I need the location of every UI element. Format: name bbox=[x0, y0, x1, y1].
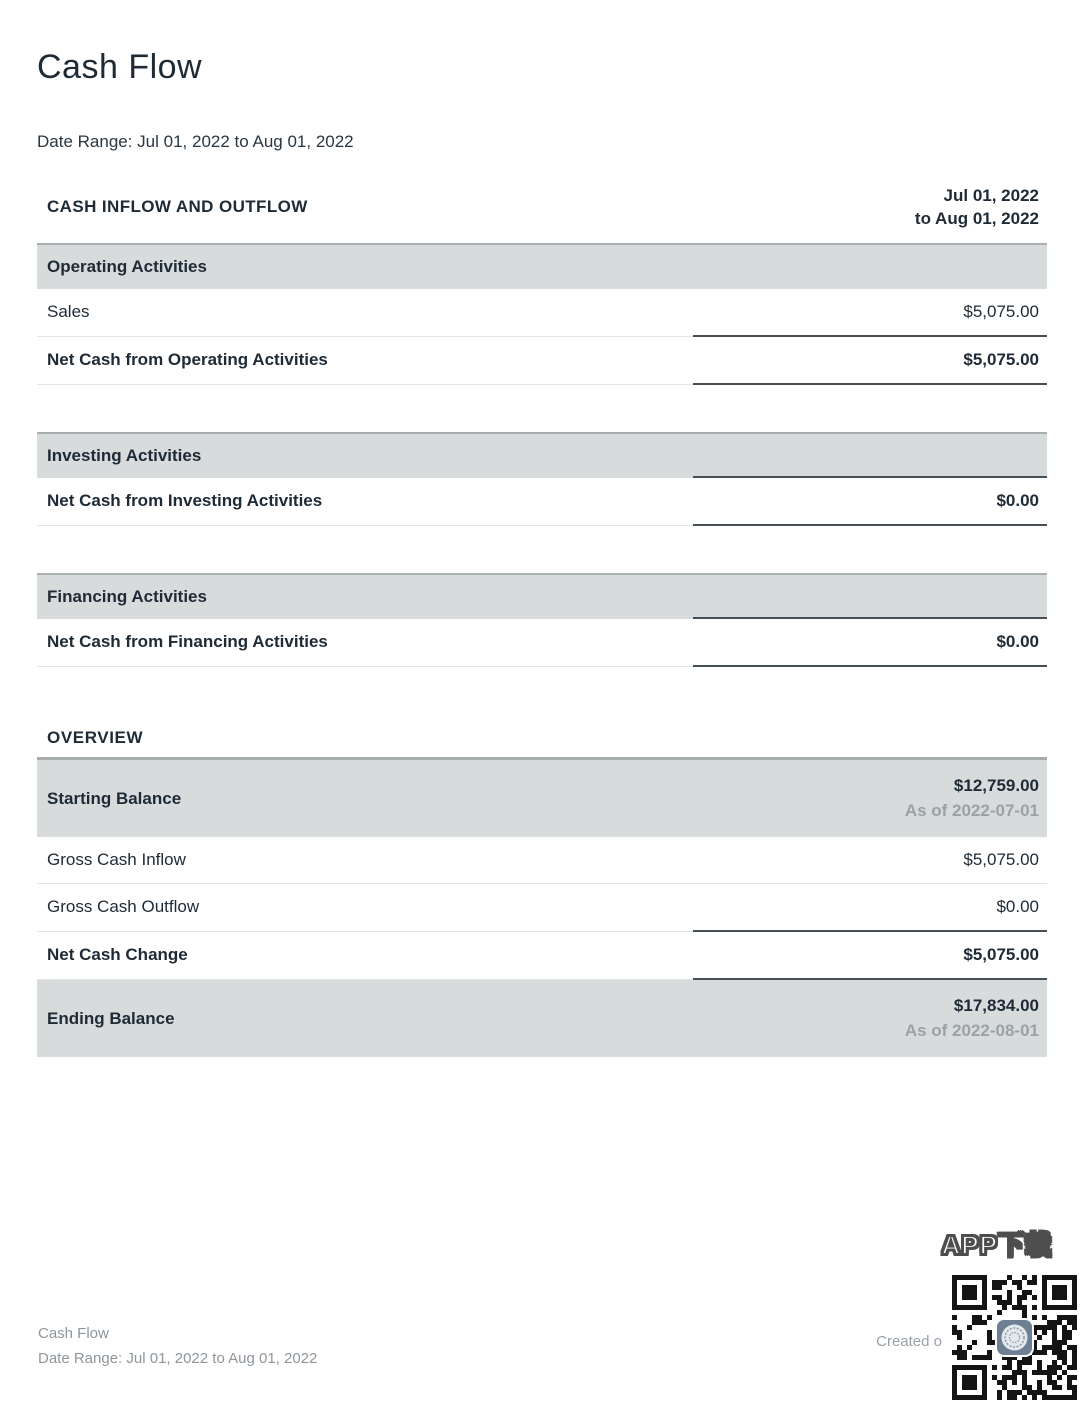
table-row-ending-balance bbox=[37, 980, 1047, 1057]
footer-created-text: Created o bbox=[876, 1333, 942, 1350]
row-label: Net Cash Change bbox=[37, 932, 693, 980]
balance-as-of: As of 2022-07-01 bbox=[904, 801, 1039, 820]
section-title: Operating Activities bbox=[47, 257, 207, 276]
table-row-total-investing bbox=[37, 478, 1047, 526]
balance-value-cell bbox=[693, 980, 1047, 1057]
section-header-spacer bbox=[693, 245, 1047, 289]
overview-title: OVERVIEW bbox=[47, 728, 144, 747]
row-label: Gross Cash Outflow bbox=[37, 884, 693, 932]
cash-table-header bbox=[37, 184, 1047, 243]
total-label: Net Cash from Operating Activities bbox=[37, 337, 693, 385]
balance-amount: $12,759.00 bbox=[953, 776, 1039, 795]
qr-code-image bbox=[952, 1275, 1077, 1400]
table-row-starting-balance bbox=[37, 757, 1047, 837]
total-label: Net Cash from Investing Activities bbox=[37, 478, 693, 526]
row-value: $0.00 bbox=[693, 884, 1047, 932]
total-value: $0.00 bbox=[693, 478, 1047, 526]
section-operating-activities bbox=[37, 243, 1047, 385]
section-header-operating bbox=[37, 243, 1047, 289]
balance-label: Starting Balance bbox=[47, 788, 182, 808]
table-row-sales bbox=[37, 289, 1047, 337]
period-line1: Jul 01, 2022 bbox=[943, 186, 1039, 205]
table-row-gross-inflow bbox=[37, 837, 1047, 884]
table-row-total-financing bbox=[37, 619, 1047, 667]
section-investing-activities bbox=[37, 432, 1047, 526]
balance-label: Ending Balance bbox=[47, 1008, 175, 1028]
total-label: Net Cash from Financing Activities bbox=[37, 619, 693, 667]
period-line2: to Aug 01, 2022 bbox=[914, 209, 1039, 228]
page-title: Cash Flow bbox=[37, 48, 203, 86]
section-title: Financing Activities bbox=[47, 587, 207, 606]
section-header-financing bbox=[37, 573, 1047, 619]
footer-report-name: Cash Flow bbox=[38, 1325, 109, 1342]
date-range-text: Date Range: Jul 01, 2022 to Aug 01, 2022 bbox=[37, 132, 354, 151]
row-label: Sales bbox=[37, 289, 693, 337]
table-row-net-cash-change bbox=[37, 932, 1047, 980]
balance-as-of: As of 2022-08-01 bbox=[904, 1021, 1039, 1040]
footer-left bbox=[38, 1321, 317, 1371]
cash-table-title: CASH INFLOW AND OUTFLOW bbox=[47, 197, 308, 216]
table-row-gross-outflow bbox=[37, 884, 1047, 932]
balance-amount: $17,834.00 bbox=[953, 996, 1039, 1015]
balance-value-cell bbox=[693, 760, 1047, 837]
row-label: Gross Cash Inflow bbox=[37, 837, 693, 884]
section-header-spacer bbox=[693, 434, 1047, 478]
row-value: $5,075.00 bbox=[693, 837, 1047, 884]
section-title: Investing Activities bbox=[47, 446, 202, 465]
qr-code bbox=[945, 1268, 1084, 1407]
section-header-spacer bbox=[693, 575, 1047, 619]
table-row-total-operating bbox=[37, 337, 1047, 385]
section-header-investing bbox=[37, 432, 1047, 478]
overview-table bbox=[37, 757, 1047, 1057]
row-value: $5,075.00 bbox=[693, 932, 1047, 980]
footer-date-range: Date Range: Jul 01, 2022 to Aug 01, 2022 bbox=[38, 1350, 318, 1367]
row-value: $5,075.00 bbox=[693, 289, 1047, 337]
total-value: $5,075.00 bbox=[693, 337, 1047, 385]
qr-caption-label: APP下载 bbox=[941, 1230, 1052, 1260]
section-financing-activities bbox=[37, 573, 1047, 667]
cash-table-period bbox=[693, 184, 1047, 230]
total-value: $0.00 bbox=[693, 619, 1047, 667]
